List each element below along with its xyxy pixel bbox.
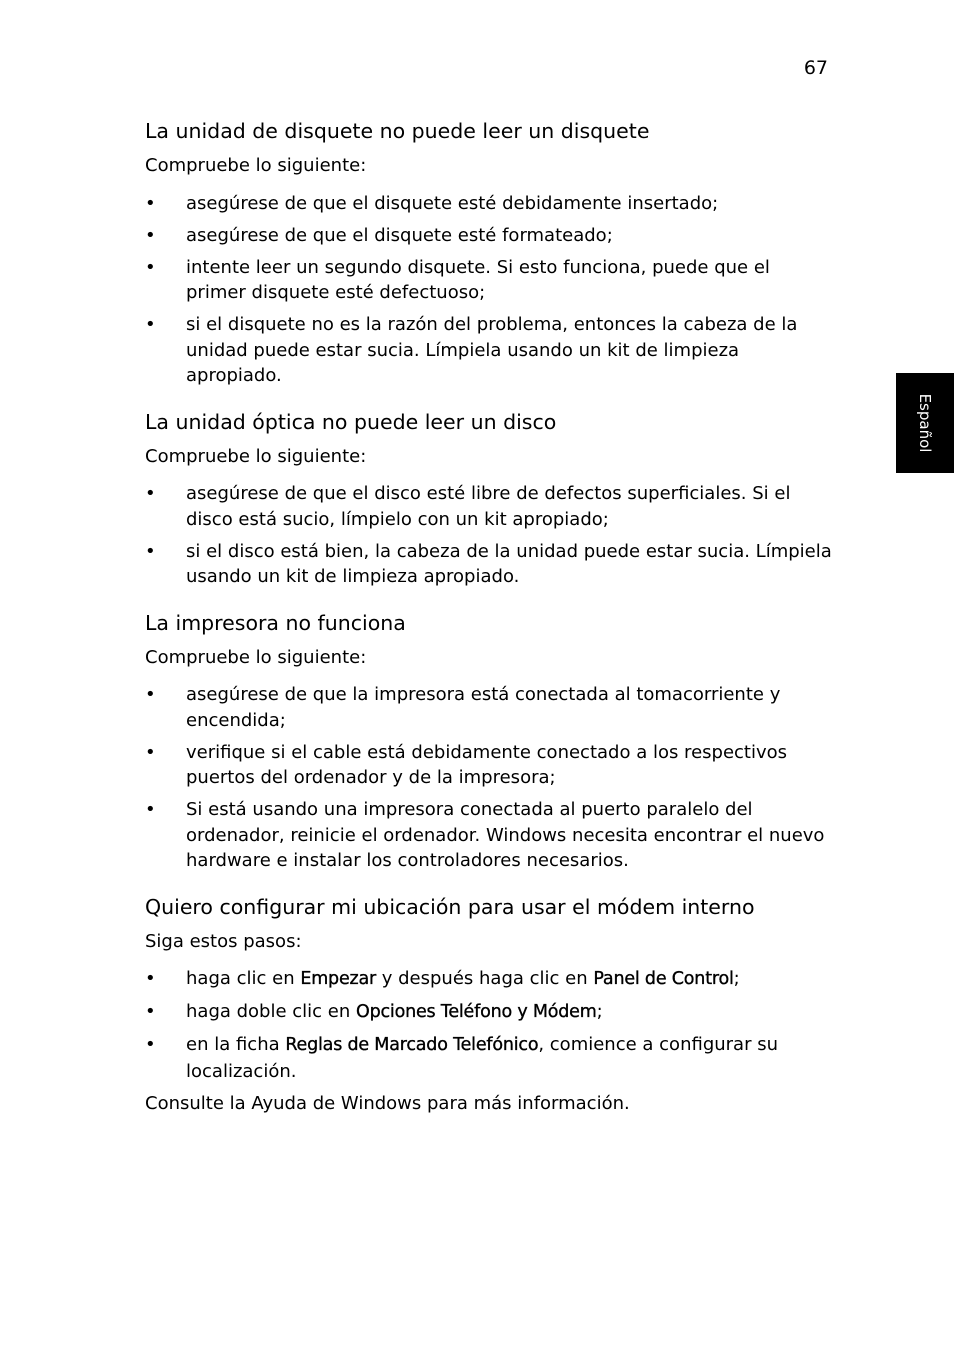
language-side-tab [896,373,954,473]
bullet-icon: • [145,1001,156,1022]
bullet-icon: • [145,1034,156,1055]
section-heading: La unidad óptica no puede leer un disco [145,409,557,434]
step-text: y después haga clic en [376,968,594,989]
closing-note: Consulte la Ayuda de Windows para más información. [145,1092,630,1114]
ui-term-control-panel: Panel de Control [593,969,734,989]
section-floppy [145,117,835,389]
section-intro: Compruebe lo siguiente: [145,155,367,176]
step-text: en la ficha [186,1034,286,1055]
list-item [145,191,835,217]
section-intro: Siga estos pasos: [145,930,302,952]
list-item-text: intente leer un segundo disquete. Si esto funciona, puede que el primer disquete esté defectuoso; [186,256,770,303]
section-modem [145,893,835,1117]
step-text: ; [596,1001,603,1022]
list-item [145,797,835,874]
list-item [145,682,835,733]
section-intro: Compruebe lo siguiente: [145,445,367,467]
list-item [145,1032,835,1084]
list-item-text: Si está usando una impresora conectada al puerto paralelo del ordenador, reinicie el ordenador. Windows necesita encontrar el nuevo hardware e instalar los controladores necesarios. [186,799,825,871]
section-optical-drive [145,408,835,590]
list-item-text: asegúrese de que la impresora está conectada al tomacorriente y encendida; [186,684,781,731]
bullet-icon: • [145,968,156,989]
ui-term-start: Empezar [300,969,377,989]
step-text: haga clic en [186,968,301,989]
language-side-tab-label: Español [916,393,934,453]
bullet-icon: • [145,799,156,820]
bullet-icon: • [145,483,156,504]
list-item [145,255,835,306]
list-item-text: verifique si el cable está debidamente conectado a los respectivos puertos del ordenador y de la impresora; [186,741,788,788]
page-number: 67 [803,57,828,79]
list-item [145,740,835,791]
section-heading: La impresora no funciona [145,610,406,635]
list-item [145,966,835,993]
bullet-icon: • [145,224,156,246]
ui-term-dialing-rules: Reglas de Marcado Telefónico [285,1035,539,1055]
step-text: haga doble clic en [186,1001,356,1022]
list-item-text: asegúrese de que el disquete esté debidamente insertado; [186,192,719,214]
step-text: ; [733,968,740,989]
list-item [145,223,835,249]
bullet-icon: • [145,256,156,278]
list-item-text: si el disquete no es la razón del problema, entonces la cabeza de la unidad puede estar sucia. Límpiela usando un kit de limpieza apropiado. [186,314,798,386]
page-content [145,117,835,1135]
section-heading: Quiero configurar mi ubicación para usar el módem interno [145,894,755,919]
list-item [145,312,835,389]
list-item-text: si el disco está bien, la cabeza de la unidad puede estar sucia. Límpiela usando un kit de limpieza apropiado. [186,540,832,587]
list-item-text: asegúrese de que el disco esté libre de defectos superficiales. Si el disco está sucio, límpielo con un kit apropiado; [186,483,791,530]
bullet-icon: • [145,540,156,562]
ui-term-phone-modem-options: Opciones Teléfono y Módem [356,1002,597,1022]
section-heading: La unidad de disquete no puede leer un disquete [145,119,650,143]
bullet-icon: • [145,192,156,214]
bullet-icon: • [145,741,156,763]
bullet-list [145,481,835,590]
bullet-icon: • [145,684,156,705]
list-item [145,999,835,1026]
bullet-list [145,191,835,389]
list-item [145,481,835,532]
bullet-list [145,682,835,874]
bullet-list [145,966,835,1084]
step-text: , comience a configurar su localización. [186,1034,778,1082]
bullet-icon: • [145,314,156,335]
section-intro: Compruebe lo siguiente: [145,646,367,668]
list-item [145,539,835,590]
list-item-text: asegúrese de que el disquete esté formateado; [186,224,613,246]
section-printer [145,609,835,874]
